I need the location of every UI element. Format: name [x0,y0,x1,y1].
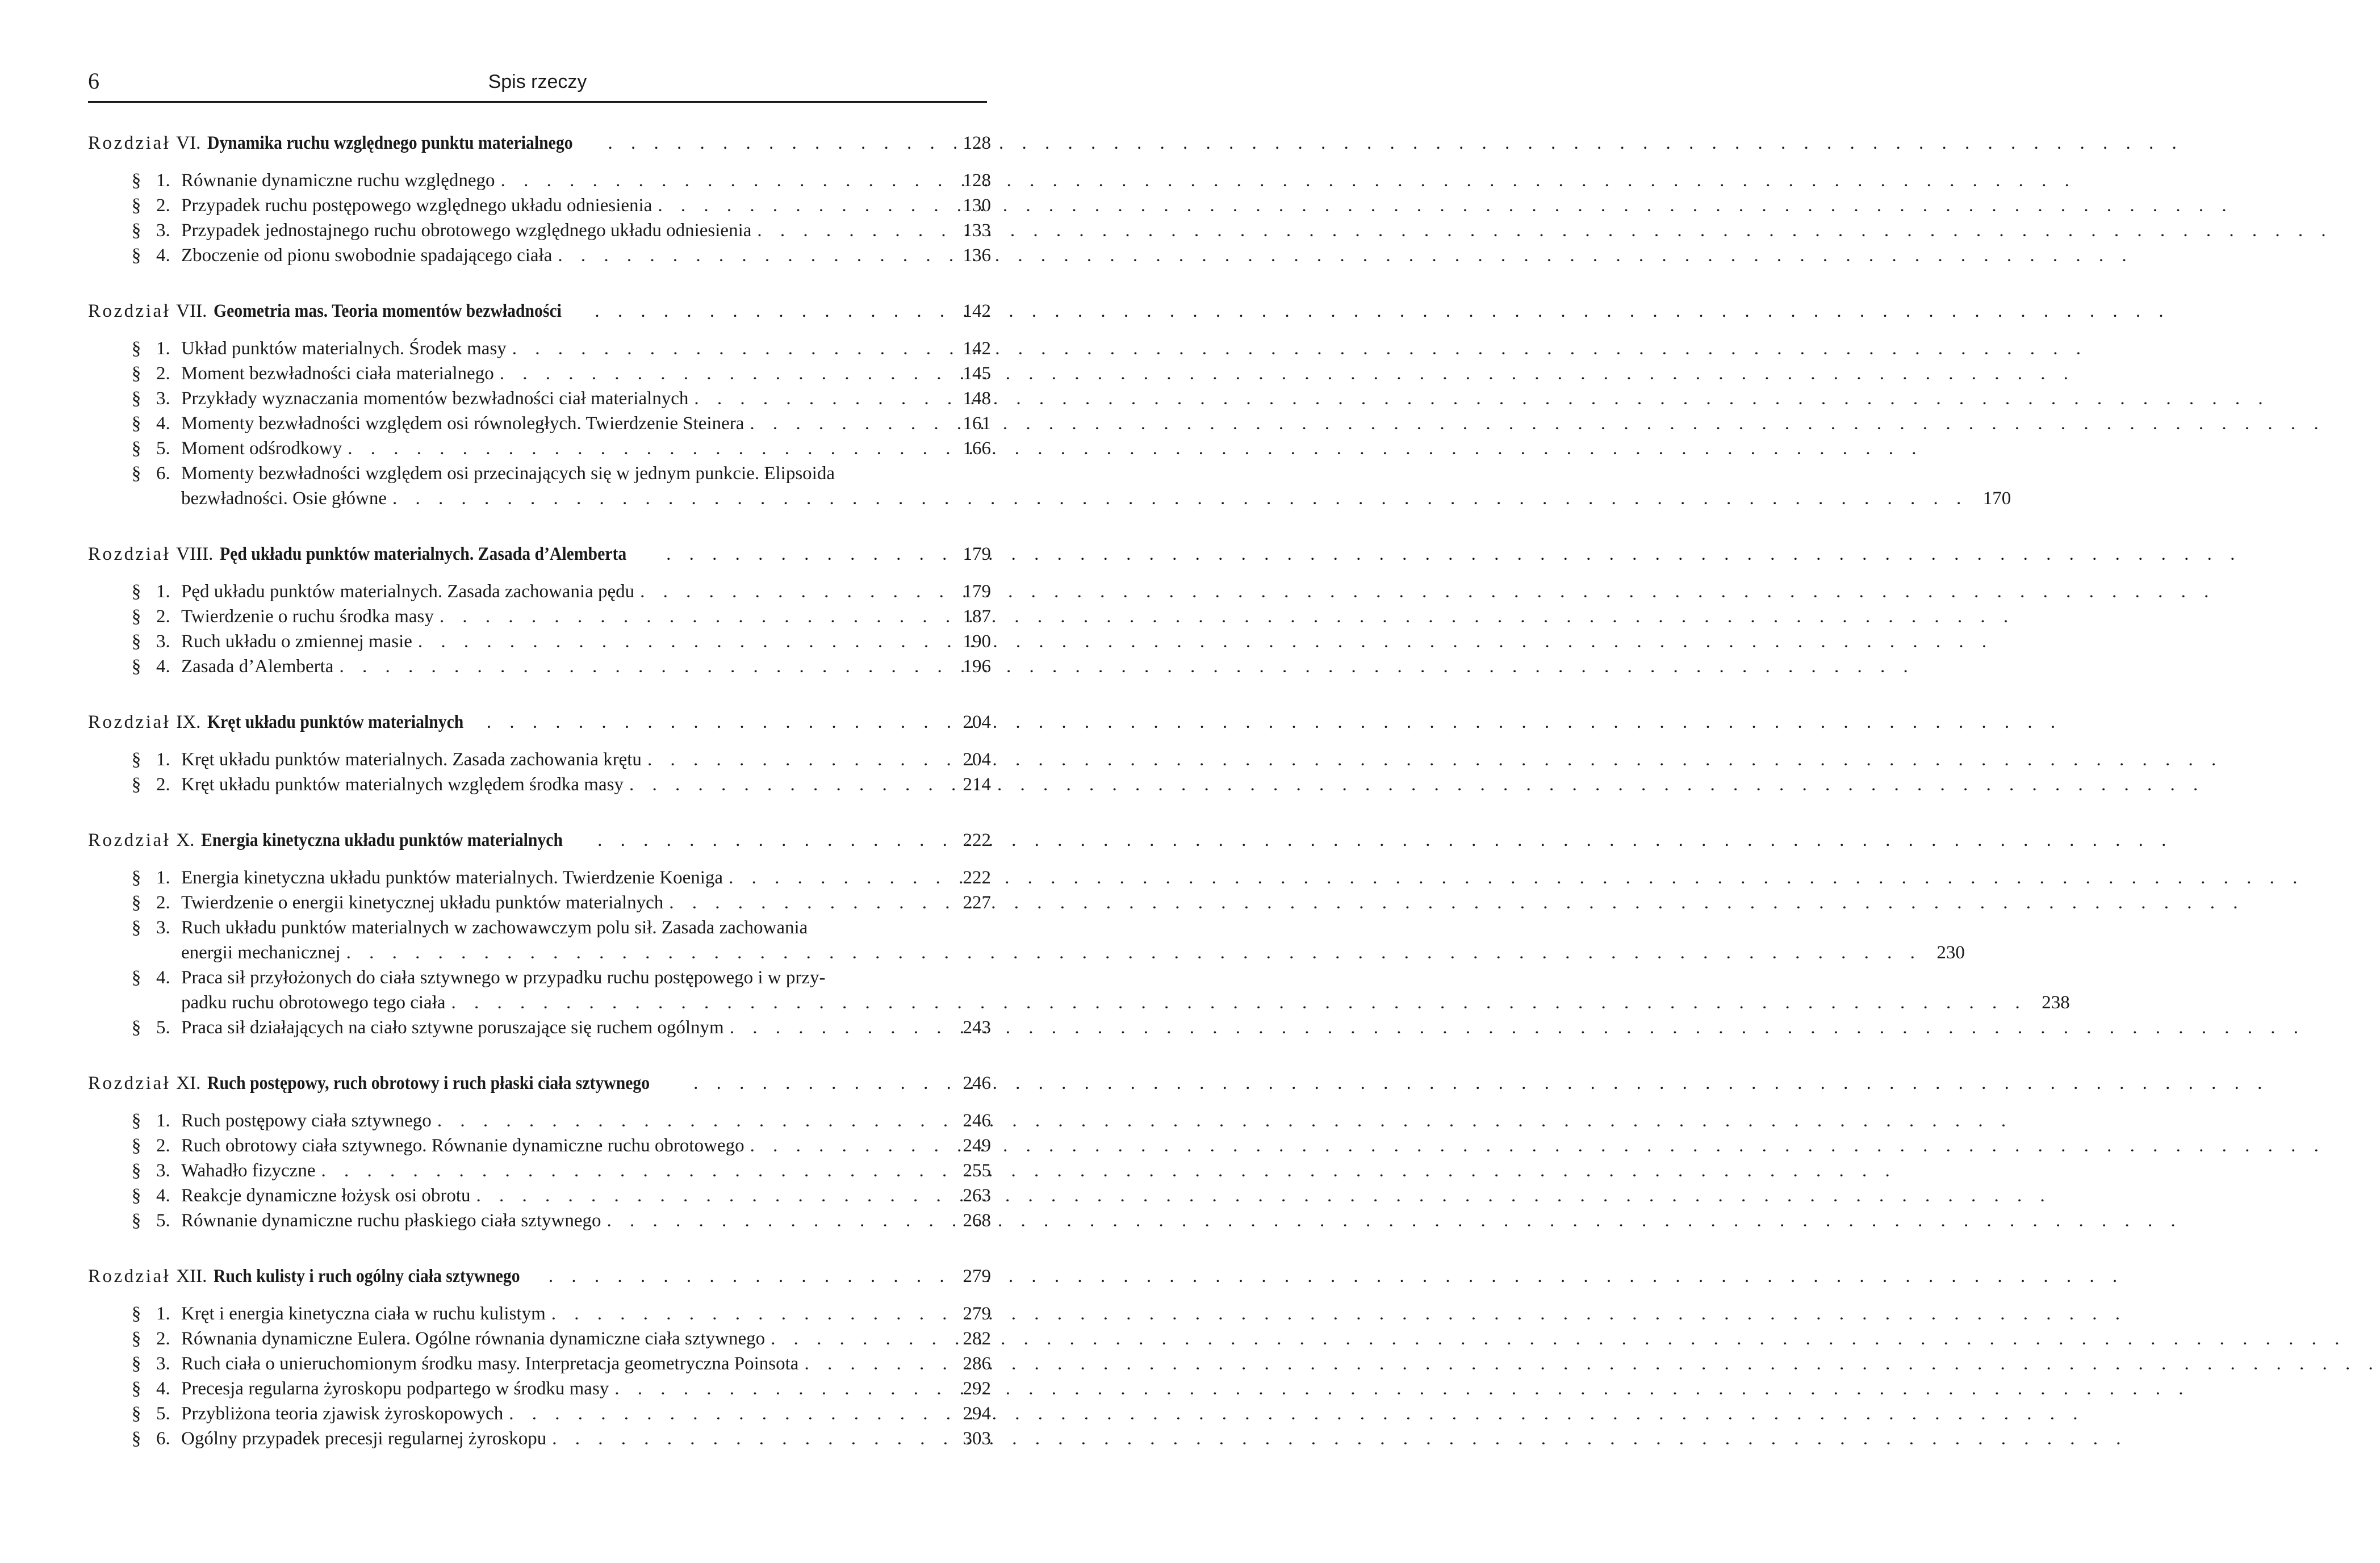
chapter-heading [88,299,991,324]
toc-chapter [88,1264,991,1451]
section-symbol: § [131,749,141,770]
chapter-title: Ruch postępowy, ruch obrotowy i ruch płaski ciała sztywnego [207,1073,650,1093]
section-symbol: § [131,413,141,434]
section-number: 3. [156,388,170,409]
chapter-title: Energia kinetyczna układu punktów materialnych [201,830,563,850]
section-entry [88,1208,991,1233]
chapter-title: Pęd układu punktów materialnych. Zasada d’Alemberta [220,544,627,564]
section-number: 4. [156,656,170,677]
section-page: 187 [963,606,991,627]
leader-dots [512,336,948,361]
section-page: 303 [963,1428,991,1449]
section-title: Twierdzenie o ruchu środka masy [181,606,434,627]
leader-dots [608,131,948,156]
section-title: Momenty bezwładności względem osi przecinających się w jednym punkcie. Elipsoida [181,463,835,484]
section-page: 249 [963,1135,991,1156]
section-symbol: § [131,868,141,888]
chapter-label: Rozdział [88,830,171,850]
section-title: Zasada d’Alemberta [181,656,334,677]
leader-dots [669,890,948,915]
leader-dots [551,1301,948,1326]
toc-chapter [88,710,991,797]
leader-dots [392,486,1968,511]
section-page: 279 [963,1304,991,1324]
section-entry [88,1133,991,1158]
section-number: 4. [156,1378,170,1399]
page-number: 6 [88,68,99,94]
section-number: 2. [156,363,170,384]
section-entry [88,1301,991,1326]
section-symbol: § [131,631,141,652]
section-title: Ruch ciała o unieruchomionym środku masy. Interpretacja geometryczna Poinsota [181,1354,799,1374]
section-entry [88,915,1965,965]
section-symbol: § [131,606,141,627]
leader-dots [418,629,948,654]
section-page: 136 [963,245,991,266]
section-number: 6. [156,1428,170,1449]
leader-dots [750,1133,948,1158]
section-page: 263 [963,1185,991,1206]
section-entry [88,865,991,890]
section-page: 227 [963,892,991,913]
section-title: Praca sił działających na ciało sztywne poruszające się ruchem ogólnym [181,1017,724,1038]
toc-chapter [88,542,991,679]
section-entry [88,1158,991,1183]
section-title: Moment bezwładności ciała materialnego [181,363,494,384]
leader-dots [346,940,1922,965]
section-symbol: § [131,438,141,459]
section-entry [88,1351,991,1376]
toc-chapter [88,1071,991,1233]
section-number: 4. [156,245,170,266]
leader-dots [730,1015,948,1040]
leader-dots [501,168,948,193]
page-header [88,67,987,103]
section-symbol: § [131,1017,141,1038]
section-entry [88,461,2011,511]
section-page: 292 [963,1378,991,1399]
section-entry [88,579,991,604]
section-title-block [181,965,2070,1015]
leader-dots [804,1351,948,1376]
section-entry [88,361,991,386]
section-entry [88,168,991,193]
section-entry [88,1326,991,1351]
section-title: Wahadło fizyczne [181,1160,316,1181]
section-symbol: § [131,245,141,266]
section-symbol: § [131,967,141,988]
section-number: 4. [156,1185,170,1206]
chapter-title: Kręt układu punktów materialnych [207,712,464,732]
section-title: Pęd układu punktów materialnych. Zasada zachowania pędu [181,581,635,602]
section-title: Równanie dynamiczne ruchu płaskiego ciała sztywnego [181,1210,601,1231]
leader-dots [629,772,948,797]
running-title: Spis rzeczy [488,71,587,93]
section-title-block [181,461,2011,511]
section-title-continued: energii mechanicznej [181,942,341,963]
section-number: 2. [156,1329,170,1349]
chapter-heading [88,828,991,853]
section-entry [88,772,991,797]
section-title: Twierdzenie o energii kinetycznej układu punktów materialnych [181,892,664,913]
section-symbol: § [131,388,141,409]
section-entry [88,218,991,243]
section-symbol: § [131,1185,141,1206]
section-title: Przykłady wyznaczania momentów bezwładności ciał materialnych [181,388,689,409]
section-page: 294 [963,1403,991,1424]
section-title: Moment odśrodkowy [181,438,342,459]
section-number: 2. [156,892,170,913]
section-symbol: § [131,1354,141,1374]
section-number: 5. [156,438,170,459]
section-page: 286 [963,1354,991,1374]
section-page: 148 [963,388,991,409]
section-page: 133 [963,220,991,241]
section-page: 204 [963,749,991,770]
section-entry [88,1108,991,1133]
section-number: 1. [156,868,170,888]
section-number: 2. [156,195,170,216]
leader-dots [451,990,2027,1015]
section-title-continued-line [181,940,1965,965]
leader-dots [552,1426,948,1451]
chapter-heading [88,1264,991,1289]
toc-chapter [88,828,2070,1040]
chapter-heading [88,710,991,735]
section-symbol: § [131,220,141,241]
section-title: Ogólny przypadek precesji regularnej żyroskopu [181,1428,547,1449]
section-entry [88,436,991,461]
section-page: 161 [963,413,991,434]
section-entry [88,386,991,411]
section-entry [88,411,991,436]
leader-dots [339,654,948,679]
section-symbol: § [131,463,141,484]
leader-dots [487,710,948,735]
leader-dots [757,218,948,243]
section-title: Ruch układu o zmiennej masie [181,631,412,652]
section-page: 214 [963,774,991,795]
section-title: Zboczenie od pionu swobodnie spadającego ciała [181,245,553,266]
section-symbol: § [131,656,141,677]
section-number: 3. [156,917,170,938]
section-page: 130 [963,195,991,216]
section-page: 179 [963,581,991,602]
section-number: 1. [156,1111,170,1131]
section-symbol: § [131,1210,141,1231]
section-entry [88,1376,991,1401]
section-title: Kręt układu punktów materialnych względem środka masy [181,774,624,795]
section-symbol: § [131,1160,141,1181]
section-symbol: § [131,1378,141,1399]
section-title: Równanie dynamiczne ruchu względnego [181,170,495,191]
section-entry [88,890,991,915]
leader-dots [509,1401,948,1426]
table-of-contents [88,131,2070,1482]
section-page: 190 [963,631,991,652]
section-title-block [181,915,1965,965]
section-page: 268 [963,1210,991,1231]
leader-dots [595,299,948,324]
chapter-number: VIII. [176,544,214,564]
toc-chapter [88,299,2011,511]
chapter-page: 128 [963,133,991,153]
section-number: 5. [156,1210,170,1231]
chapter-number: VI. [176,133,201,153]
chapter-title: Geometria mas. Teoria momentów bezwładności [214,301,562,321]
leader-dots [647,747,948,772]
leader-dots [348,436,948,461]
section-page: 166 [963,438,991,459]
section-page: 222 [963,868,991,888]
leader-dots [658,193,948,218]
leader-dots [607,1208,948,1233]
section-page: 246 [963,1111,991,1131]
section-title: Ruch postępowy ciała sztywnego [181,1111,432,1131]
section-page: 230 [1936,942,1965,963]
section-symbol: § [131,170,141,191]
section-entry [88,654,991,679]
chapter-label: Rozdział [88,1073,171,1093]
section-symbol: § [131,1403,141,1424]
section-entry [88,193,991,218]
section-symbol: § [131,774,141,795]
chapter-page: 142 [963,301,991,321]
section-symbol: § [131,195,141,216]
chapter-number: XII. [176,1266,207,1287]
section-title: Kręt układu punktów materialnych. Zasada zachowania krętu [181,749,642,770]
section-number: 3. [156,631,170,652]
chapter-label: Rozdział [88,544,171,564]
section-number: 3. [156,1160,170,1181]
section-page: 238 [2042,992,2070,1013]
section-page: 243 [963,1017,991,1038]
section-symbol: § [131,363,141,384]
leader-dots [440,604,948,629]
leader-dots [666,542,948,567]
section-number: 1. [156,1304,170,1324]
section-entry [88,747,991,772]
section-number: 1. [156,581,170,602]
chapter-page: 179 [963,544,991,564]
section-symbol: § [131,917,141,938]
leader-dots [640,579,948,604]
section-symbol: § [131,892,141,913]
section-number: 5. [156,1403,170,1424]
leader-dots [549,1264,948,1289]
chapter-heading [88,542,991,567]
leader-dots [321,1158,948,1183]
section-title: Równania dynamiczne Eulera. Ogólne równania dynamiczne ciała sztywnego [181,1329,766,1349]
section-title: Przybliżona teoria zjawisk żyroskopowych [181,1403,504,1424]
section-entry [88,336,991,361]
section-page: 142 [963,338,991,359]
section-title: Ruch układu punktów materialnych w zachowawczym polu sił. Zasada zachowania [181,917,808,938]
leader-dots [437,1108,948,1133]
section-number: 3. [156,220,170,241]
chapter-number: VII. [176,301,207,321]
section-symbol: § [131,581,141,602]
section-page: 196 [963,656,991,677]
chapter-label: Rozdział [88,712,171,732]
chapter-page: 222 [963,830,991,850]
section-number: 5. [156,1017,170,1038]
section-number: 2. [156,606,170,627]
chapter-page: 204 [963,712,991,732]
section-number: 4. [156,967,170,988]
section-symbol: § [131,1329,141,1349]
section-page: 145 [963,363,991,384]
section-title: Reakcje dynamiczne łożysk osi obrotu [181,1185,471,1206]
section-title: Ruch obrotowy ciała sztywnego. Równanie dynamiczne ruchu obrotowego [181,1135,744,1156]
section-title-continued-line [181,990,2070,1015]
section-title: Energia kinetyczna układu punktów materialnych. Twierdzenie Koeniga [181,868,723,888]
section-title-continued: padku ruchu obrotowego tego ciała [181,992,446,1013]
section-symbol: § [131,1304,141,1324]
section-symbol: § [131,1111,141,1131]
section-title-continued: bezwładności. Osie główne [181,488,387,509]
section-title: Układ punktów materialnych. Środek masy [181,338,507,359]
chapter-number: X. [176,830,195,850]
section-title: Precesja regularna żyroskopu podpartego w środku masy [181,1378,609,1399]
leader-dots [476,1183,948,1208]
chapter-title: Ruch kulisty i ruch ogólny ciała sztywnego [214,1266,520,1287]
section-number: 3. [156,1354,170,1374]
leader-dots [771,1326,948,1351]
leader-dots [750,411,948,436]
section-page: 255 [963,1160,991,1181]
section-title: Momenty bezwładności względem osi równoległych. Twierdzenie Steinera [181,413,744,434]
section-number: 6. [156,463,170,484]
section-entry [88,965,2070,1015]
section-number: 2. [156,1135,170,1156]
chapter-page: 246 [963,1073,991,1093]
section-number: 1. [156,170,170,191]
chapter-label: Rozdział [88,133,171,153]
section-page: 170 [1982,488,2011,509]
section-entry [88,1183,991,1208]
section-entry [88,629,991,654]
toc-chapter [88,131,991,268]
section-entry [88,1401,991,1426]
leader-dots [500,361,948,386]
section-entry [88,1015,991,1040]
chapter-page: 279 [963,1266,991,1287]
section-page: 282 [963,1329,991,1349]
section-entry [88,1426,991,1451]
leader-dots [729,865,948,890]
section-number: 4. [156,413,170,434]
section-page: 128 [963,170,991,191]
leader-dots [597,828,948,853]
section-title-continued-line [181,486,2011,511]
leader-dots [558,243,948,268]
chapter-label: Rozdział [88,1266,171,1287]
leader-dots [694,386,948,411]
section-symbol: § [131,1428,141,1449]
section-title: Przypadek jednostajnego ruchu obrotowego względnego układu odniesienia [181,220,752,241]
leader-dots [614,1376,948,1401]
chapter-number: IX. [176,712,201,732]
chapter-label: Rozdział [88,301,171,321]
chapter-title: Dynamika ruchu względnego punktu materialnego [207,133,573,153]
section-entry [88,243,991,268]
section-number: 1. [156,338,170,359]
section-title: Kręt i energia kinetyczna ciała w ruchu kulistym [181,1304,546,1324]
chapter-heading [88,131,991,156]
section-title: Praca sił przyłożonych do ciała sztywnego w przypadku ruchu postępowego i w przy- [181,967,826,988]
section-entry [88,604,991,629]
section-symbol: § [131,338,141,359]
section-number: 2. [156,774,170,795]
chapter-heading [88,1071,991,1096]
chapter-number: XI. [176,1073,201,1093]
leader-dots [693,1071,948,1096]
section-number: 1. [156,749,170,770]
section-title: Przypadek ruchu postępowego względnego układu odniesienia [181,195,652,216]
section-symbol: § [131,1135,141,1156]
